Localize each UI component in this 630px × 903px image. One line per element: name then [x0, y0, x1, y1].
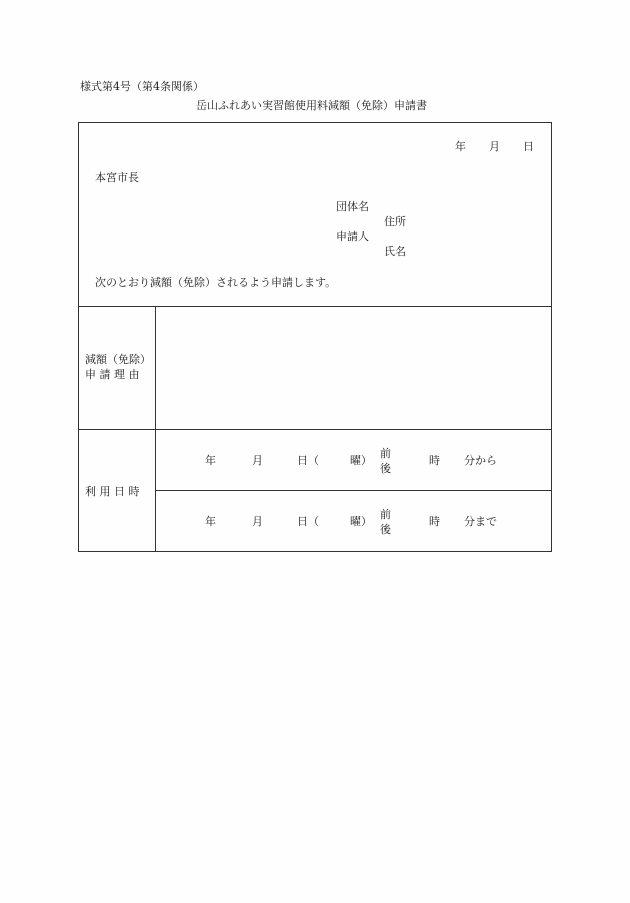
column-divider: [155, 306, 156, 552]
request-statement: 次のとおり減額（免除）されるよう申請します。: [95, 276, 337, 289]
reason-label-line2: 申 請 理 由: [85, 368, 140, 381]
usage-to-am: 前: [380, 508, 391, 521]
form-number: 様式第4号（第4条関係）: [80, 80, 204, 93]
usage-from-hour: 時: [429, 454, 440, 467]
group-name-label: 団体名: [336, 200, 369, 213]
usage-from-day: 日（: [297, 454, 319, 467]
address-label: 住所: [384, 215, 406, 228]
usage-to-weekday: 曜）: [350, 515, 372, 528]
usage-from-minute: 分から: [464, 454, 497, 467]
row-divider: [155, 490, 552, 491]
applicant-label: 申請人: [336, 230, 369, 243]
section-divider: [78, 429, 552, 430]
usage-to-year: 年: [205, 515, 216, 528]
reason-label-line1: 減額（免除）: [85, 353, 151, 366]
usage-label: 利 用 日 時: [85, 485, 140, 498]
usage-from-month: 月: [252, 454, 263, 467]
section-divider: [78, 306, 552, 307]
usage-to-hour: 時: [429, 515, 440, 528]
date-year: 年: [455, 140, 466, 153]
usage-from-weekday: 曜）: [350, 454, 372, 467]
usage-from-am: 前: [380, 447, 391, 460]
date-month: 月: [489, 140, 500, 153]
usage-to-minute: 分まで: [464, 515, 497, 528]
page-title: 岳山ふれあい実習館使用料減額（免除）申請書: [196, 99, 427, 112]
usage-to-day: 日（: [297, 515, 319, 528]
form-frame: [78, 122, 552, 552]
usage-from-year: 年: [205, 454, 216, 467]
usage-to-month: 月: [252, 515, 263, 528]
addressee: 本宮市長: [95, 171, 139, 184]
date-day: 日: [523, 140, 534, 153]
name-label: 氏名: [384, 245, 406, 258]
usage-to-pm: 後: [380, 523, 391, 536]
usage-from-pm: 後: [380, 462, 391, 475]
